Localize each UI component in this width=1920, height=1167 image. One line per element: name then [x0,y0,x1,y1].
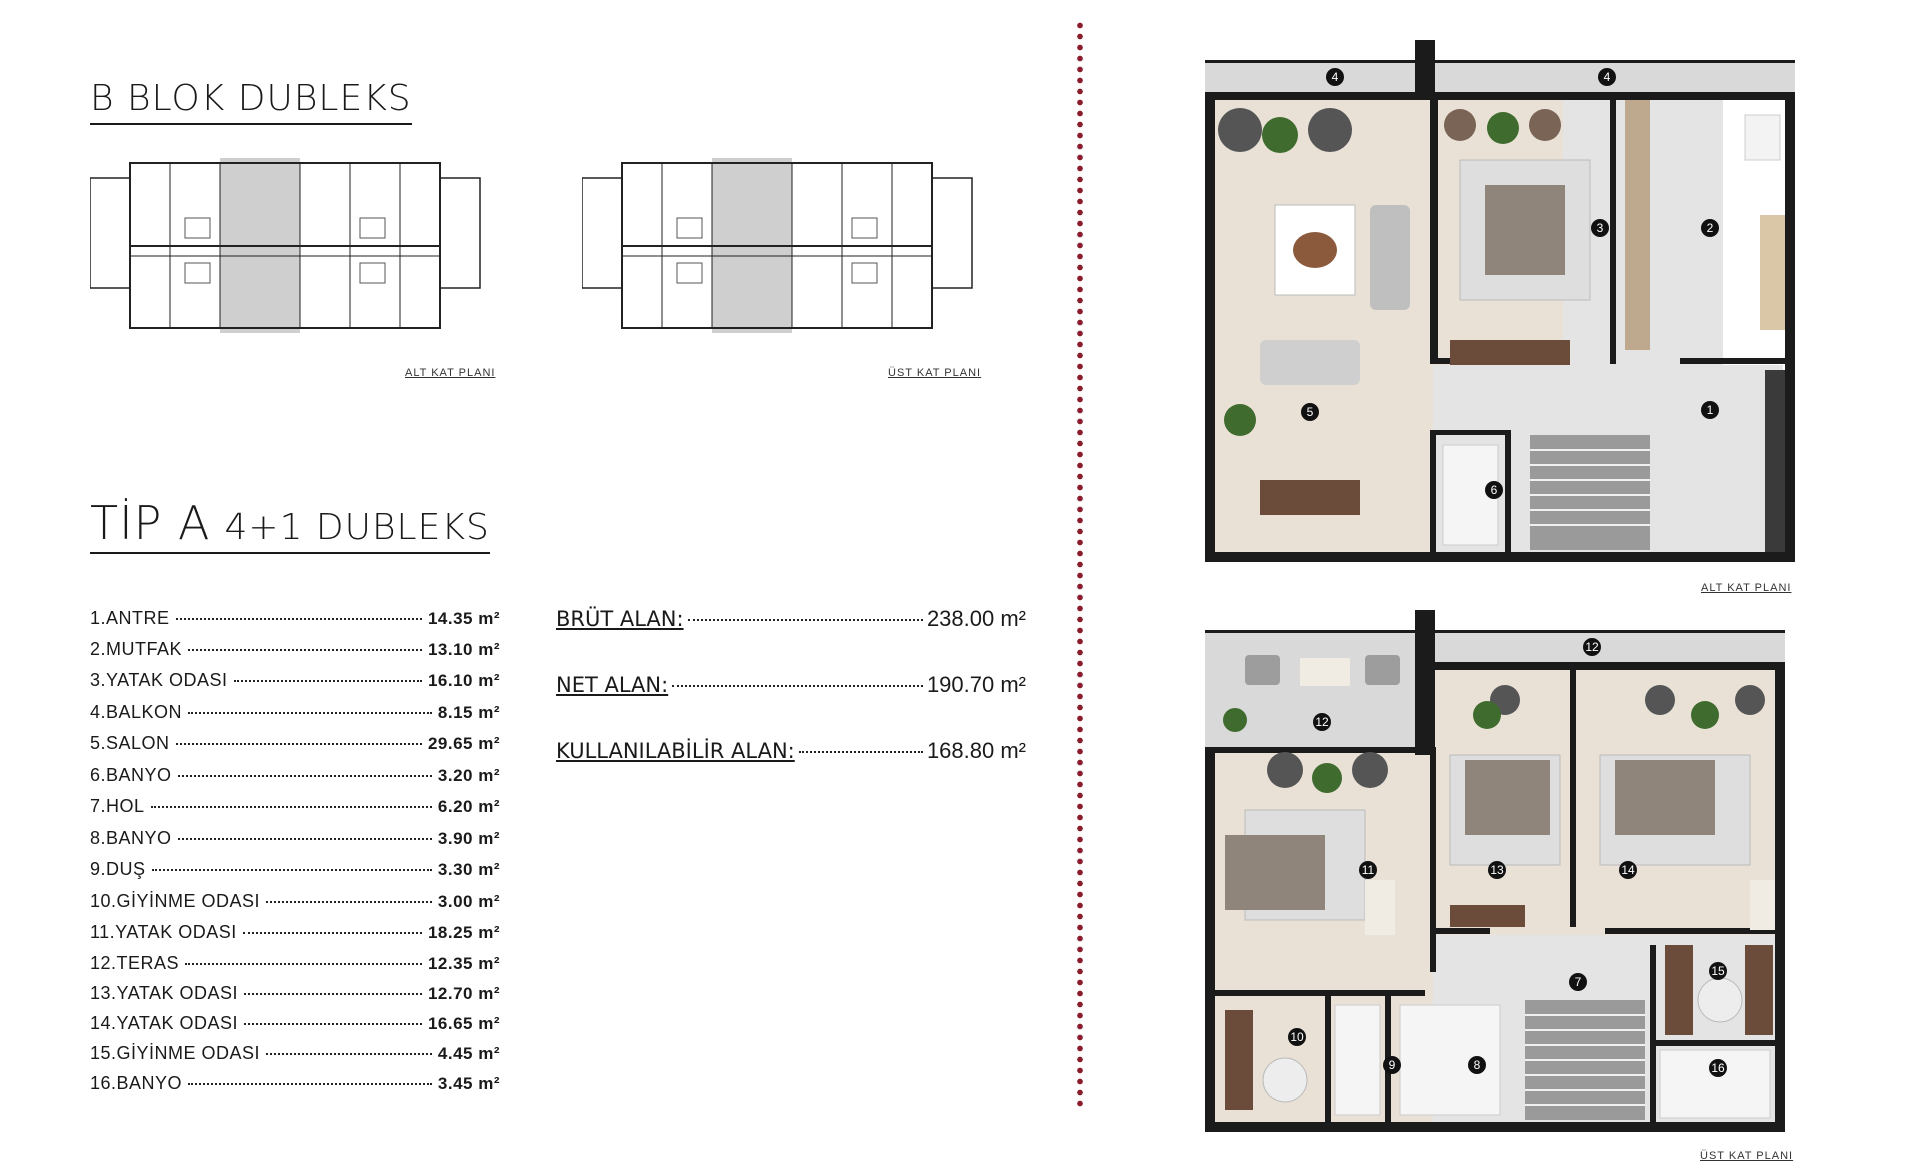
room-number: 2 [1706,221,1714,235]
upper-plan-label: ÜST KAT PLANI [1700,1150,1794,1162]
room-row [90,859,500,887]
room-row [90,891,500,919]
room-number: 16 [1711,1061,1725,1075]
area-row-usable [556,738,1026,772]
room-row [90,828,500,856]
area-value: 168.80 m² [926,738,1026,763]
area-value: 238.00 m² [926,606,1026,631]
room-area: 8.15 m² [437,703,500,722]
upper-floor-plan [1205,610,1795,1140]
block-title: B BLOK DUBLEKS [90,78,412,125]
room-number: 1 [1706,403,1714,417]
room-number: 13 [1490,863,1504,877]
room-row [90,796,500,824]
room-row [90,1073,500,1101]
room-number: 12 [1315,715,1329,729]
page-divider [1077,20,1083,1110]
room-name: 16.BANYO [90,1073,183,1093]
room-row [90,953,500,981]
room-name: 4.BALKON [90,702,183,722]
room-row [90,1013,500,1041]
room-name: 12.TERAS [90,953,180,973]
room-name: 13.YATAK ODASI [90,983,239,1003]
lower-plan-label: ALT KAT PLANI [1701,582,1792,594]
room-number: 12 [1585,640,1599,654]
room-area: 3.90 m² [437,829,500,848]
room-area: 12.35 m² [427,954,500,973]
room-number: 4 [1331,70,1339,84]
room-name: 5.SALON [90,733,170,753]
room-area: 18.25 m² [427,923,500,942]
room-area: 29.65 m² [427,734,500,753]
room-area: 3.20 m² [437,766,500,785]
room-name: 6.BANYO [90,765,172,785]
type-title [90,496,490,554]
key-plan-lower-label: ALT KAT PLANI [405,367,496,379]
type-title-main: TİP A [90,496,211,550]
room-number: 14 [1621,863,1635,877]
room-number: 8 [1473,1058,1481,1072]
room-row [90,922,500,950]
room-area: 16.10 m² [427,671,500,690]
area-name: NET ALAN: [556,673,669,697]
room-area: 6.20 m² [437,797,500,816]
room-area: 3.30 m² [437,860,500,879]
room-name: 9.DUŞ [90,859,146,879]
room-row [90,765,500,793]
room-number: 4 [1603,70,1611,84]
room-area: 16.65 m² [427,1014,500,1033]
key-plan-upper-label: ÜST KAT PLANI [888,367,982,379]
room-row [90,1043,500,1071]
lower-floor-plan [1205,40,1795,570]
area-name: BRÜT ALAN: [556,607,684,631]
room-row [90,983,500,1011]
room-number: 6 [1490,483,1498,497]
room-name: 7.HOL [90,796,145,816]
room-row [90,639,500,667]
area-row-net [556,672,1026,706]
room-number: 7 [1574,975,1582,989]
room-number: 10 [1290,1030,1304,1044]
room-area: 12.70 m² [427,984,500,1003]
key-plan-upper [582,158,1002,343]
room-number: 9 [1388,1058,1396,1072]
room-name: 15.GİYİNME ODASI [90,1043,261,1063]
room-area: 3.45 m² [437,1074,500,1093]
room-name: 10.GİYİNME ODASI [90,891,261,911]
room-name: 3.YATAK ODASI [90,670,228,690]
room-number: 11 [1361,863,1375,877]
area-value: 190.70 m² [926,672,1026,697]
area-row-gross [556,606,1026,640]
room-area: 14.35 m² [427,609,500,628]
room-area: 3.00 m² [437,892,500,911]
room-number: 3 [1596,221,1604,235]
room-name: 14.YATAK ODASI [90,1013,239,1033]
type-title-sub: 4+1 DUBLEKS [224,507,490,548]
room-name: 11.YATAK ODASI [90,922,237,942]
room-row [90,608,500,636]
room-row [90,733,500,761]
room-row [90,702,500,730]
room-number: 15 [1711,964,1725,978]
area-name: KULLANILABİLİR ALAN: [556,739,795,763]
room-row [90,670,500,698]
room-area: 4.45 m² [437,1044,500,1063]
key-plan-lower [90,158,510,343]
room-name: 2.MUTFAK [90,639,183,659]
room-area: 13.10 m² [427,640,500,659]
room-number: 5 [1306,405,1314,419]
room-name: 8.BANYO [90,828,172,848]
room-name: 1.ANTRE [90,608,170,628]
